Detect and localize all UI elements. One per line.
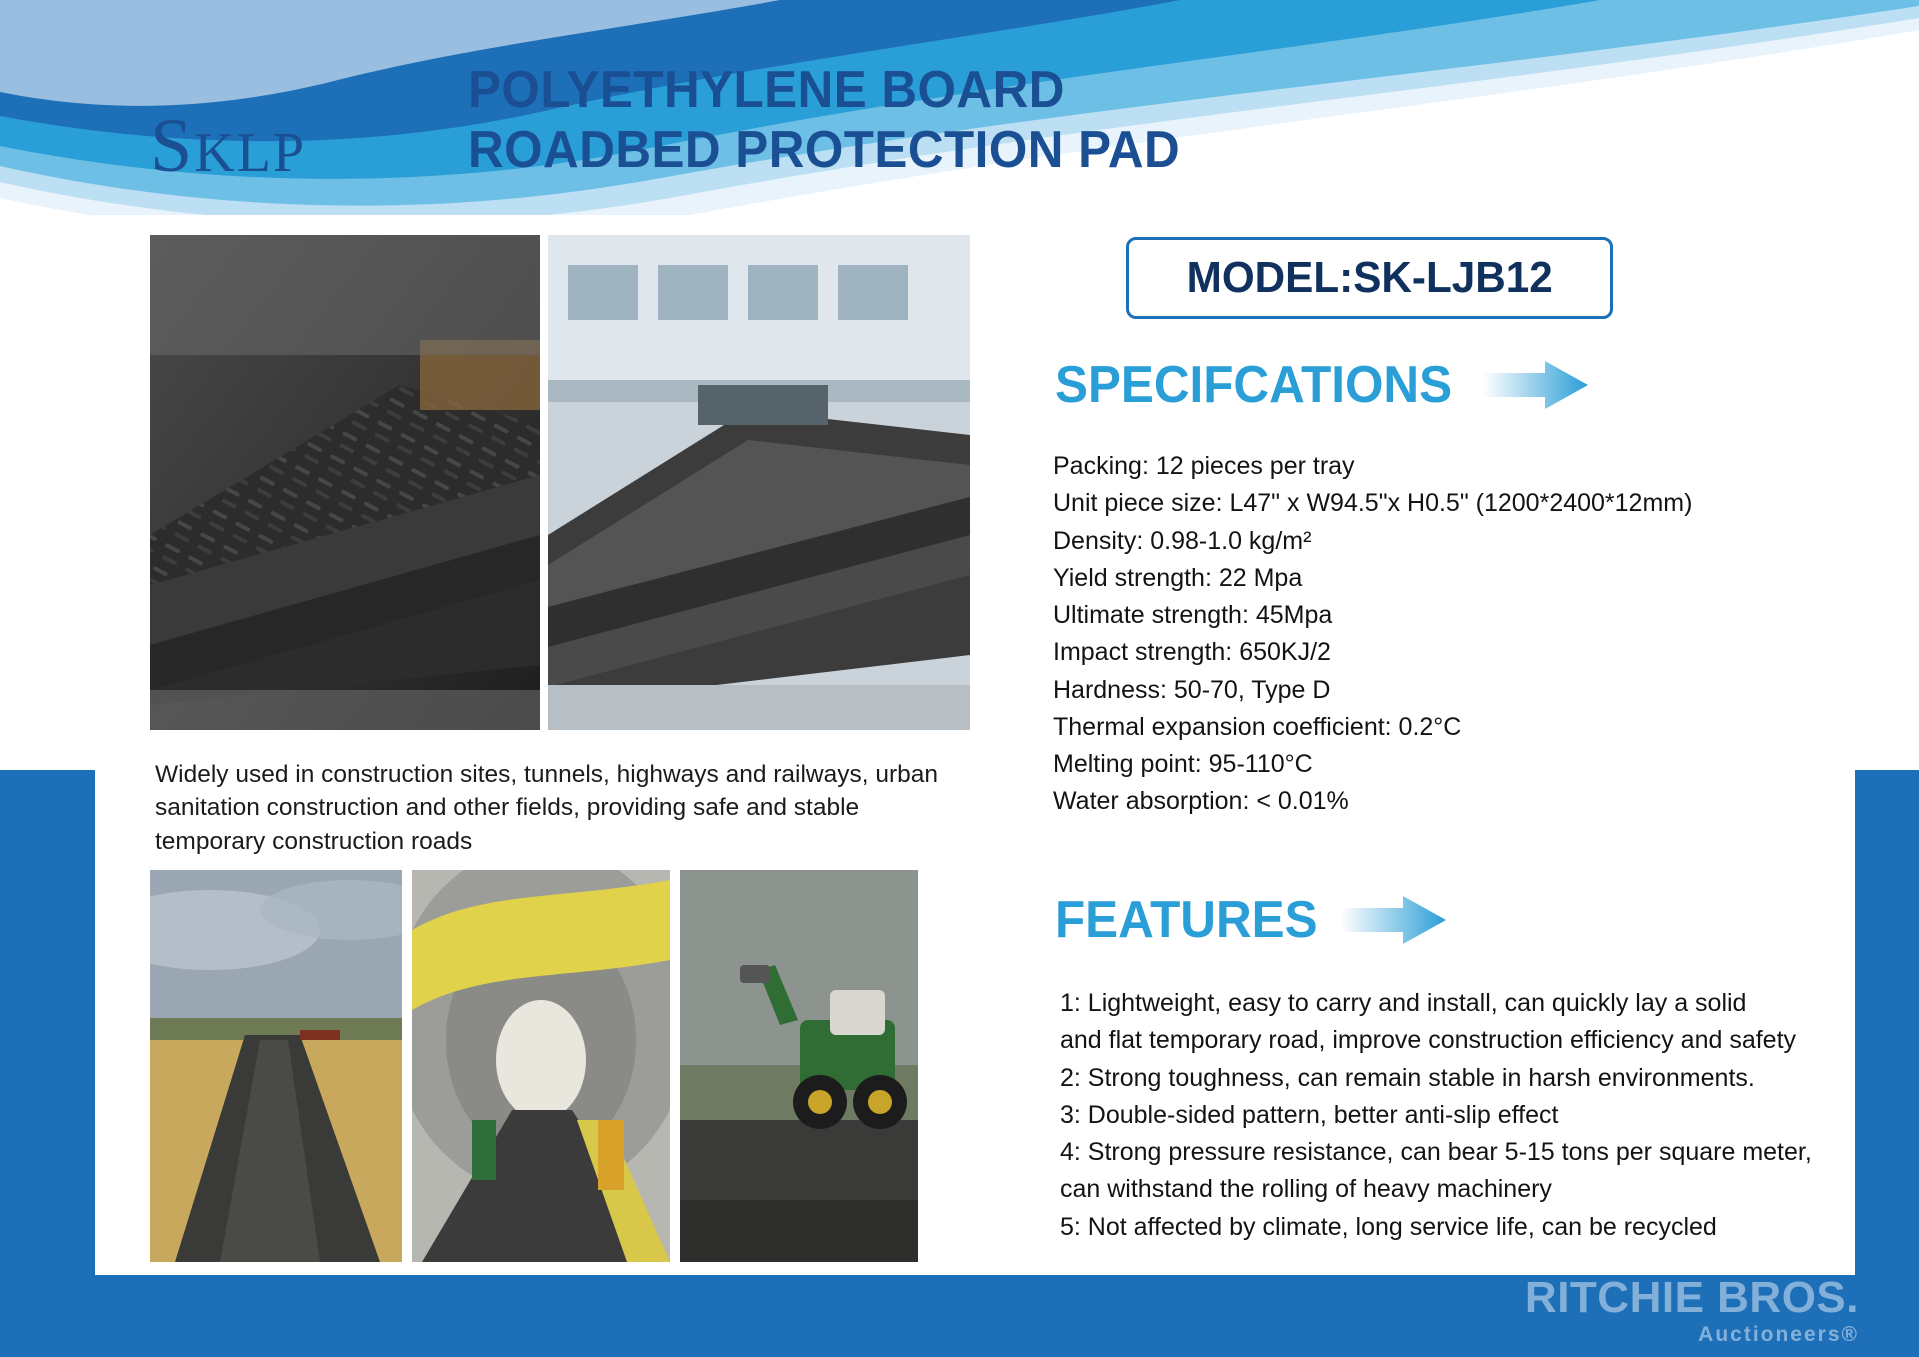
usage-caption: Widely used in construction sites, tunnels, highways and railways, urban sanitation construction and other fields, providing safe and stable temporary construction roads bbox=[155, 761, 939, 855]
spec-item: Packing: 12 pieces per tray bbox=[1053, 452, 1355, 480]
spec-item: Yield strength: 22 Mpa bbox=[1053, 563, 1303, 592]
brand-logo bbox=[150, 104, 307, 188]
image-mats-in-factory-warehouse bbox=[548, 235, 970, 730]
feature-item: 4: Strong pressure resistance, can bear 5-15 tons per square meter, bbox=[1060, 1138, 1812, 1166]
image-temporary-road-in-field bbox=[150, 870, 402, 1262]
specifications-heading bbox=[1055, 355, 1588, 415]
page-title-line-1: POLYETHYLENE BOARD bbox=[468, 61, 1065, 119]
model-badge bbox=[1126, 237, 1613, 319]
spec-item: Melting point: 95-110°C bbox=[1053, 750, 1313, 778]
feature-item: 1: Lightweight, easy to carry and install, can quickly lay a solid bbox=[1060, 989, 1747, 1017]
feature-item: 2: Strong toughness, can remain stable in harsh environments. bbox=[1060, 1063, 1755, 1092]
specifications-heading-label: SPECIFCATIONS bbox=[1055, 356, 1453, 414]
spec-item: Water absorption: < 0.01% bbox=[1053, 787, 1349, 816]
arrow-right-icon bbox=[1483, 359, 1588, 411]
spec-item: Thermal expansion coefficient: 0.2°C bbox=[1053, 712, 1462, 741]
image-tunnel-walkway-mats bbox=[412, 870, 670, 1262]
image-stacked-black-mats-outdoor bbox=[150, 235, 540, 730]
page-title bbox=[468, 60, 1323, 181]
feature-item: and flat temporary road, improve construction efficiency and safety bbox=[1060, 1026, 1797, 1055]
page-title-line-2: ROADBED PROTECTION PAD bbox=[468, 121, 1181, 180]
spec-item: Impact strength: 650KJ/2 bbox=[1053, 638, 1331, 667]
features-heading bbox=[1055, 890, 1446, 950]
watermark-line-2: Auctioneers® bbox=[1698, 1323, 1859, 1346]
specifications-list bbox=[1053, 448, 1883, 821]
model-badge-label: MODEL:SK-LJB12 bbox=[1186, 253, 1553, 302]
brand-logo-rest: KLP bbox=[194, 122, 307, 184]
spec-item: Density: 0.98-1.0 kg/m² bbox=[1053, 526, 1312, 555]
watermark-line-1: RITCHIE BROS. bbox=[1524, 1273, 1859, 1322]
feature-item: can withstand the rolling of heavy machinery bbox=[1060, 1175, 1552, 1204]
features-list bbox=[1060, 985, 1900, 1246]
arrow-right-icon bbox=[1341, 894, 1446, 946]
feature-item: 5: Not affected by climate, long service life, can be recycled bbox=[1060, 1212, 1717, 1241]
feature-item: 3: Double-sided pattern, better anti-slip effect bbox=[1060, 1100, 1559, 1129]
spec-item: Ultimate strength: 45Mpa bbox=[1053, 601, 1333, 629]
brand-logo-initial: S bbox=[150, 104, 195, 188]
features-heading-label: FEATURES bbox=[1055, 891, 1318, 949]
image-forestry-machine-on-mats bbox=[680, 870, 918, 1262]
spec-item: Unit piece size: L47" x W94.5"x H0.5" (1200*2400*12mm) bbox=[1053, 489, 1693, 518]
spec-item: Hardness: 50-70, Type D bbox=[1053, 675, 1331, 704]
